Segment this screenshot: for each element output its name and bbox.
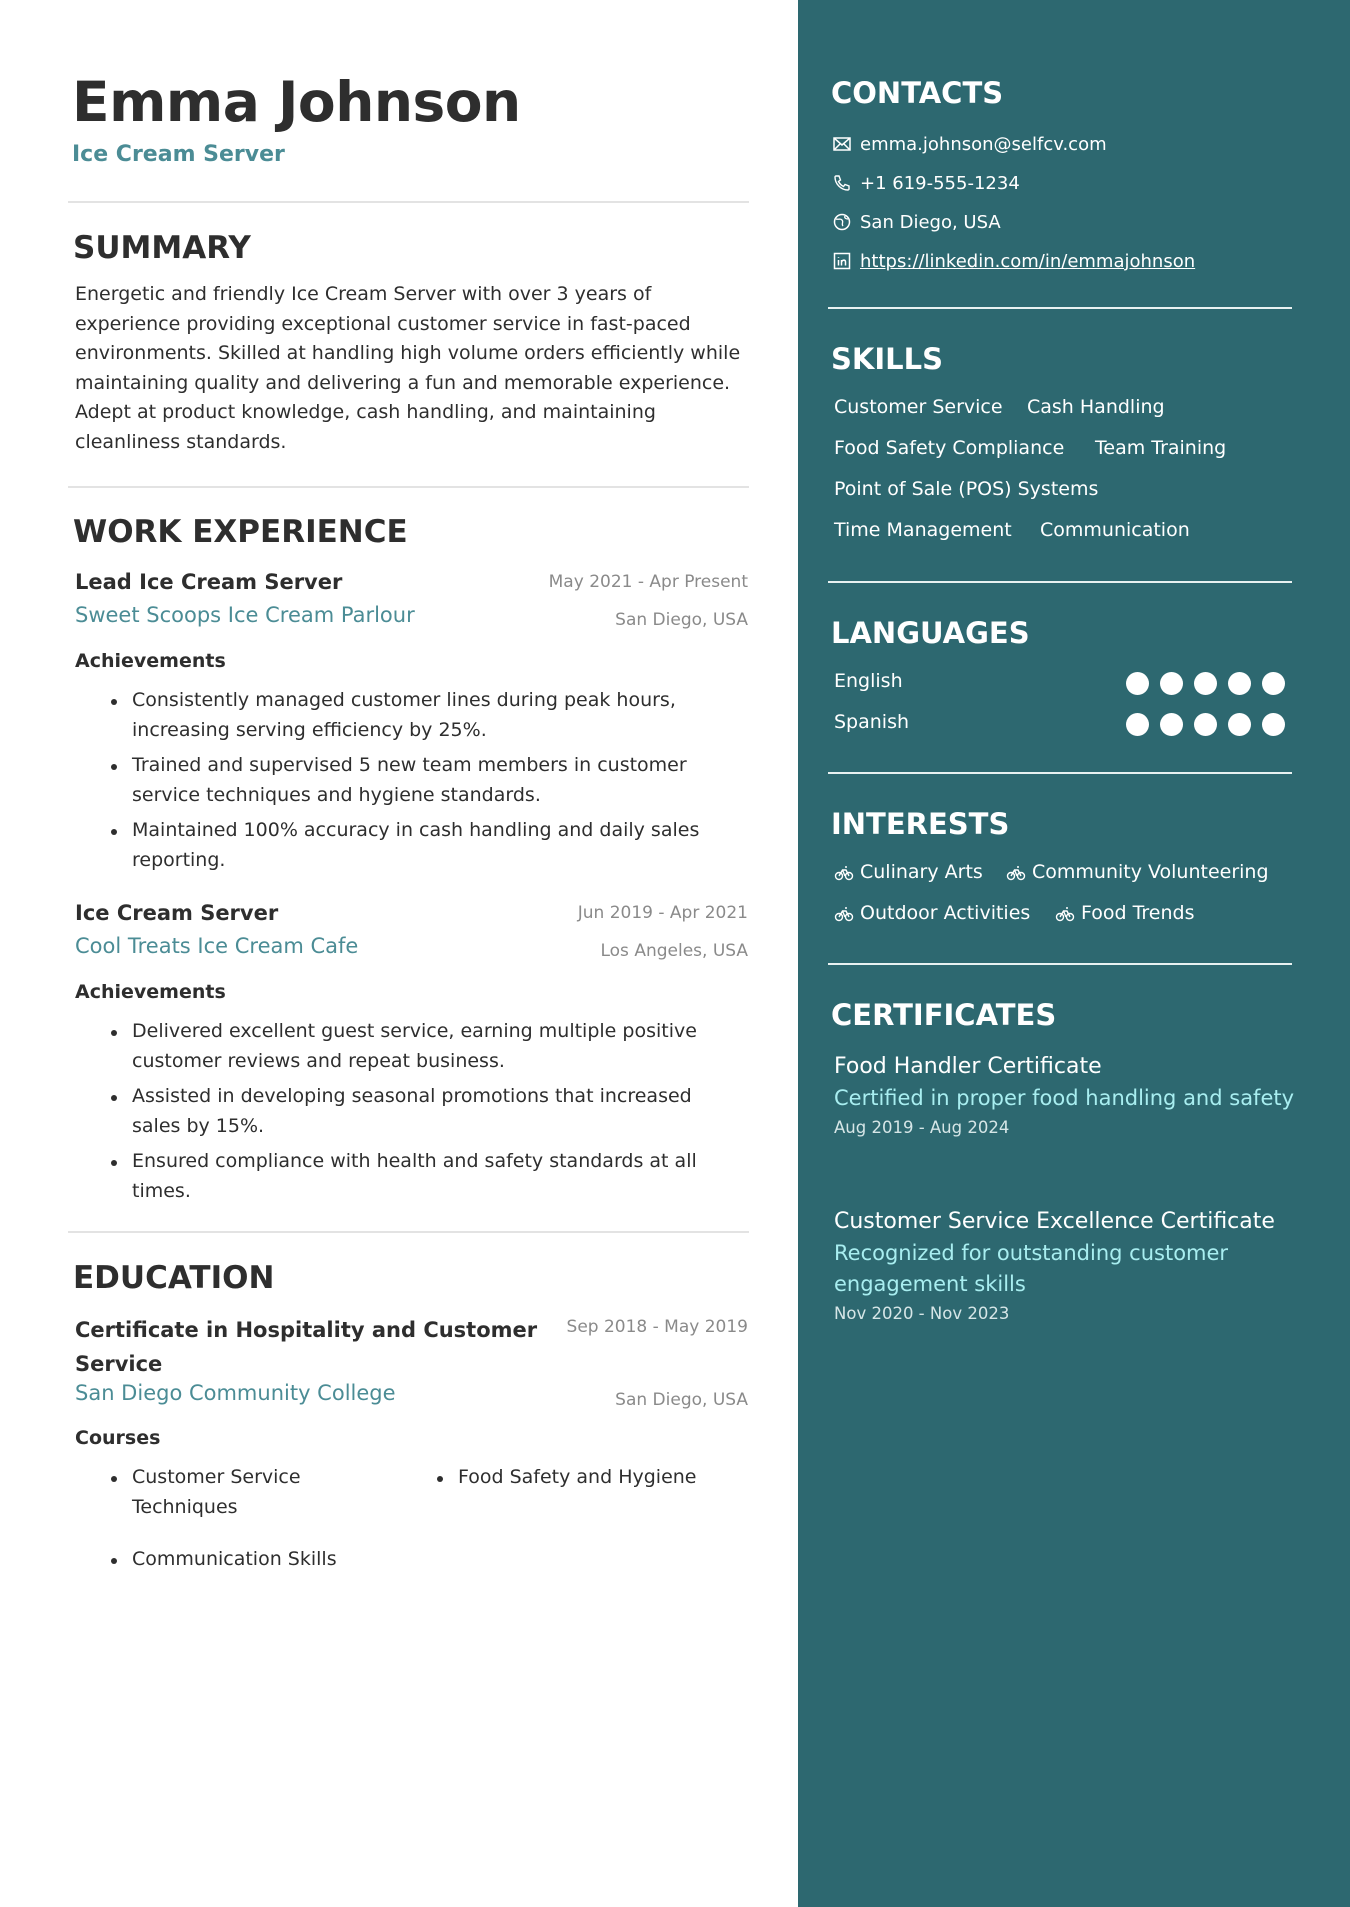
interest-label: Food Trends [1081,902,1195,924]
skill-tag: Food Safety Compliance [834,437,1065,459]
contacts-heading: CONTACTS [831,76,1004,110]
contact-location [832,209,1001,235]
list-item: Consistently managed customer lines during peak hours, increasing serving efficiency by 25%. [132,686,732,745]
certificate-description: Certified in proper food handling and safety [834,1086,1295,1110]
sidebar [798,0,1350,1907]
skill-tag: Team Training [1095,437,1227,459]
skill-tag: Communication [1040,519,1190,541]
summary-heading: SUMMARY [73,230,251,266]
phone-text[interactable]: +1 619-555-1234 [860,172,1020,194]
level-dot [1126,713,1149,736]
level-dot [1160,713,1183,736]
skill-tag: Time Management [834,519,1012,541]
divider [68,201,749,203]
certificate-dates: Aug 2019 - Aug 2024 [834,1118,1010,1137]
job-entry [75,570,748,871]
divider [828,963,1292,965]
skill-tag: Customer Service [834,396,1003,418]
language-name: English [834,670,903,692]
list-item: Maintained 100% accuracy in cash handling and daily sales reporting. [132,816,732,875]
divider [828,307,1292,309]
certificate-entry [834,1206,1304,1326]
achievements-list [132,686,732,882]
summary-text: Energetic and friendly Ice Cream Server with over 3 years of experience providing exceptional customer service in fast-paced environments. Skilled at handling high volume orders efficiently while maintaining quality and delivering a fun and memorable experience. Adept at product knowledge, cash handling, and maintaining cleanliness standards. [75,283,741,453]
skill-tag: Cash Handling [1027,396,1165,418]
course-item: Customer Service Techniques [132,1463,362,1522]
edu-location: San Diego, USA [615,1390,748,1410]
achievements-label: Achievements [75,650,226,672]
list-item: Trained and supervised 5 new team members in customer service techniques and hygiene standards. [132,751,732,810]
interest-label: Culinary Arts [860,861,983,883]
experience-heading: WORK EXPERIENCE [73,514,408,550]
certificate-entry [834,1051,1304,1140]
course-item: Communication Skills [132,1545,432,1575]
candidate-role: Ice Cream Server [72,142,285,167]
bicycle-icon [834,903,854,923]
list-item: Assisted in developing seasonal promotions that increased sales by 15%. [132,1082,732,1141]
level-dot [1228,672,1251,695]
certificate-dates: Nov 2020 - Nov 2023 [834,1304,1010,1323]
email-text[interactable]: emma.johnson@selfcv.com [860,133,1107,155]
linkedin-icon [832,251,852,271]
job-location: Los Angeles, USA [600,941,748,961]
job-entry [75,901,748,1202]
certificate-name: Customer Service Excellence Certificate [834,1209,1275,1234]
courses-label: Courses [75,1427,161,1449]
languages-heading: LANGUAGES [831,616,1030,650]
language-level [1126,713,1296,736]
contact-email[interactable] [832,131,1107,157]
linkedin-link[interactable]: https://linkedin.com/in/emmajohnson [860,250,1196,272]
course-item: Food Safety and Hygiene [458,1463,738,1493]
interests-heading: INTERESTS [831,807,1010,841]
level-dot [1160,672,1183,695]
education-heading: EDUCATION [73,1260,275,1296]
skill-tag: Point of Sale (POS) Systems [834,478,1099,500]
interest-item [1006,861,1269,883]
skills-heading: SKILLS [831,342,943,376]
interest-item [834,861,983,883]
certificate-name: Food Handler Certificate [834,1054,1102,1079]
job-company: Cool Treats Ice Cream Cafe [75,934,359,958]
certificates-heading: CERTIFICATES [831,998,1057,1032]
envelope-icon [832,134,852,154]
contact-phone[interactable] [832,170,1020,196]
divider [68,1231,749,1233]
globe-icon [832,212,852,232]
level-dot [1228,713,1251,736]
contact-linkedin[interactable] [832,248,1195,274]
education-entry [75,1313,748,1570]
language-level [1126,672,1296,695]
candidate-name: Emma Johnson [72,70,521,134]
divider [828,581,1292,583]
edu-dates: Sep 2018 - May 2019 [566,1317,748,1337]
level-dot [1194,713,1217,736]
job-company: Sweet Scoops Ice Cream Parlour [75,603,415,627]
job-location: San Diego, USA [615,610,748,630]
job-dates: May 2021 - Apr Present [548,572,748,592]
edu-school: San Diego Community College [75,1381,396,1405]
job-title: Ice Cream Server [75,901,279,925]
phone-icon [832,173,852,193]
interest-label: Outdoor Activities [860,902,1031,924]
list-item: Ensured compliance with health and safety standards at all times. [132,1147,732,1206]
level-dot [1262,713,1285,736]
interest-label: Community Volunteering [1032,861,1269,883]
bicycle-icon [1055,903,1075,923]
bicycle-icon [834,862,854,882]
level-dot [1126,672,1149,695]
certificate-description: Recognized for outstanding customer engagement skills [834,1241,1229,1296]
divider [828,772,1292,774]
achievements-label: Achievements [75,981,226,1003]
job-dates: Jun 2019 - Apr 2021 [577,903,748,923]
divider [68,486,749,488]
job-title: Lead Ice Cream Server [75,570,343,594]
level-dot [1194,672,1217,695]
interest-item [1055,902,1195,924]
edu-degree: Certificate in Hospitality and Customer Service [75,1318,538,1376]
language-name: Spanish [834,711,910,733]
bicycle-icon [1006,862,1026,882]
achievements-list [132,1017,732,1213]
list-item: Delivered excellent guest service, earning multiple positive customer reviews and repeat business. [132,1017,732,1076]
level-dot [1262,672,1285,695]
location-text: San Diego, USA [860,211,1001,233]
interest-item [834,902,1030,924]
